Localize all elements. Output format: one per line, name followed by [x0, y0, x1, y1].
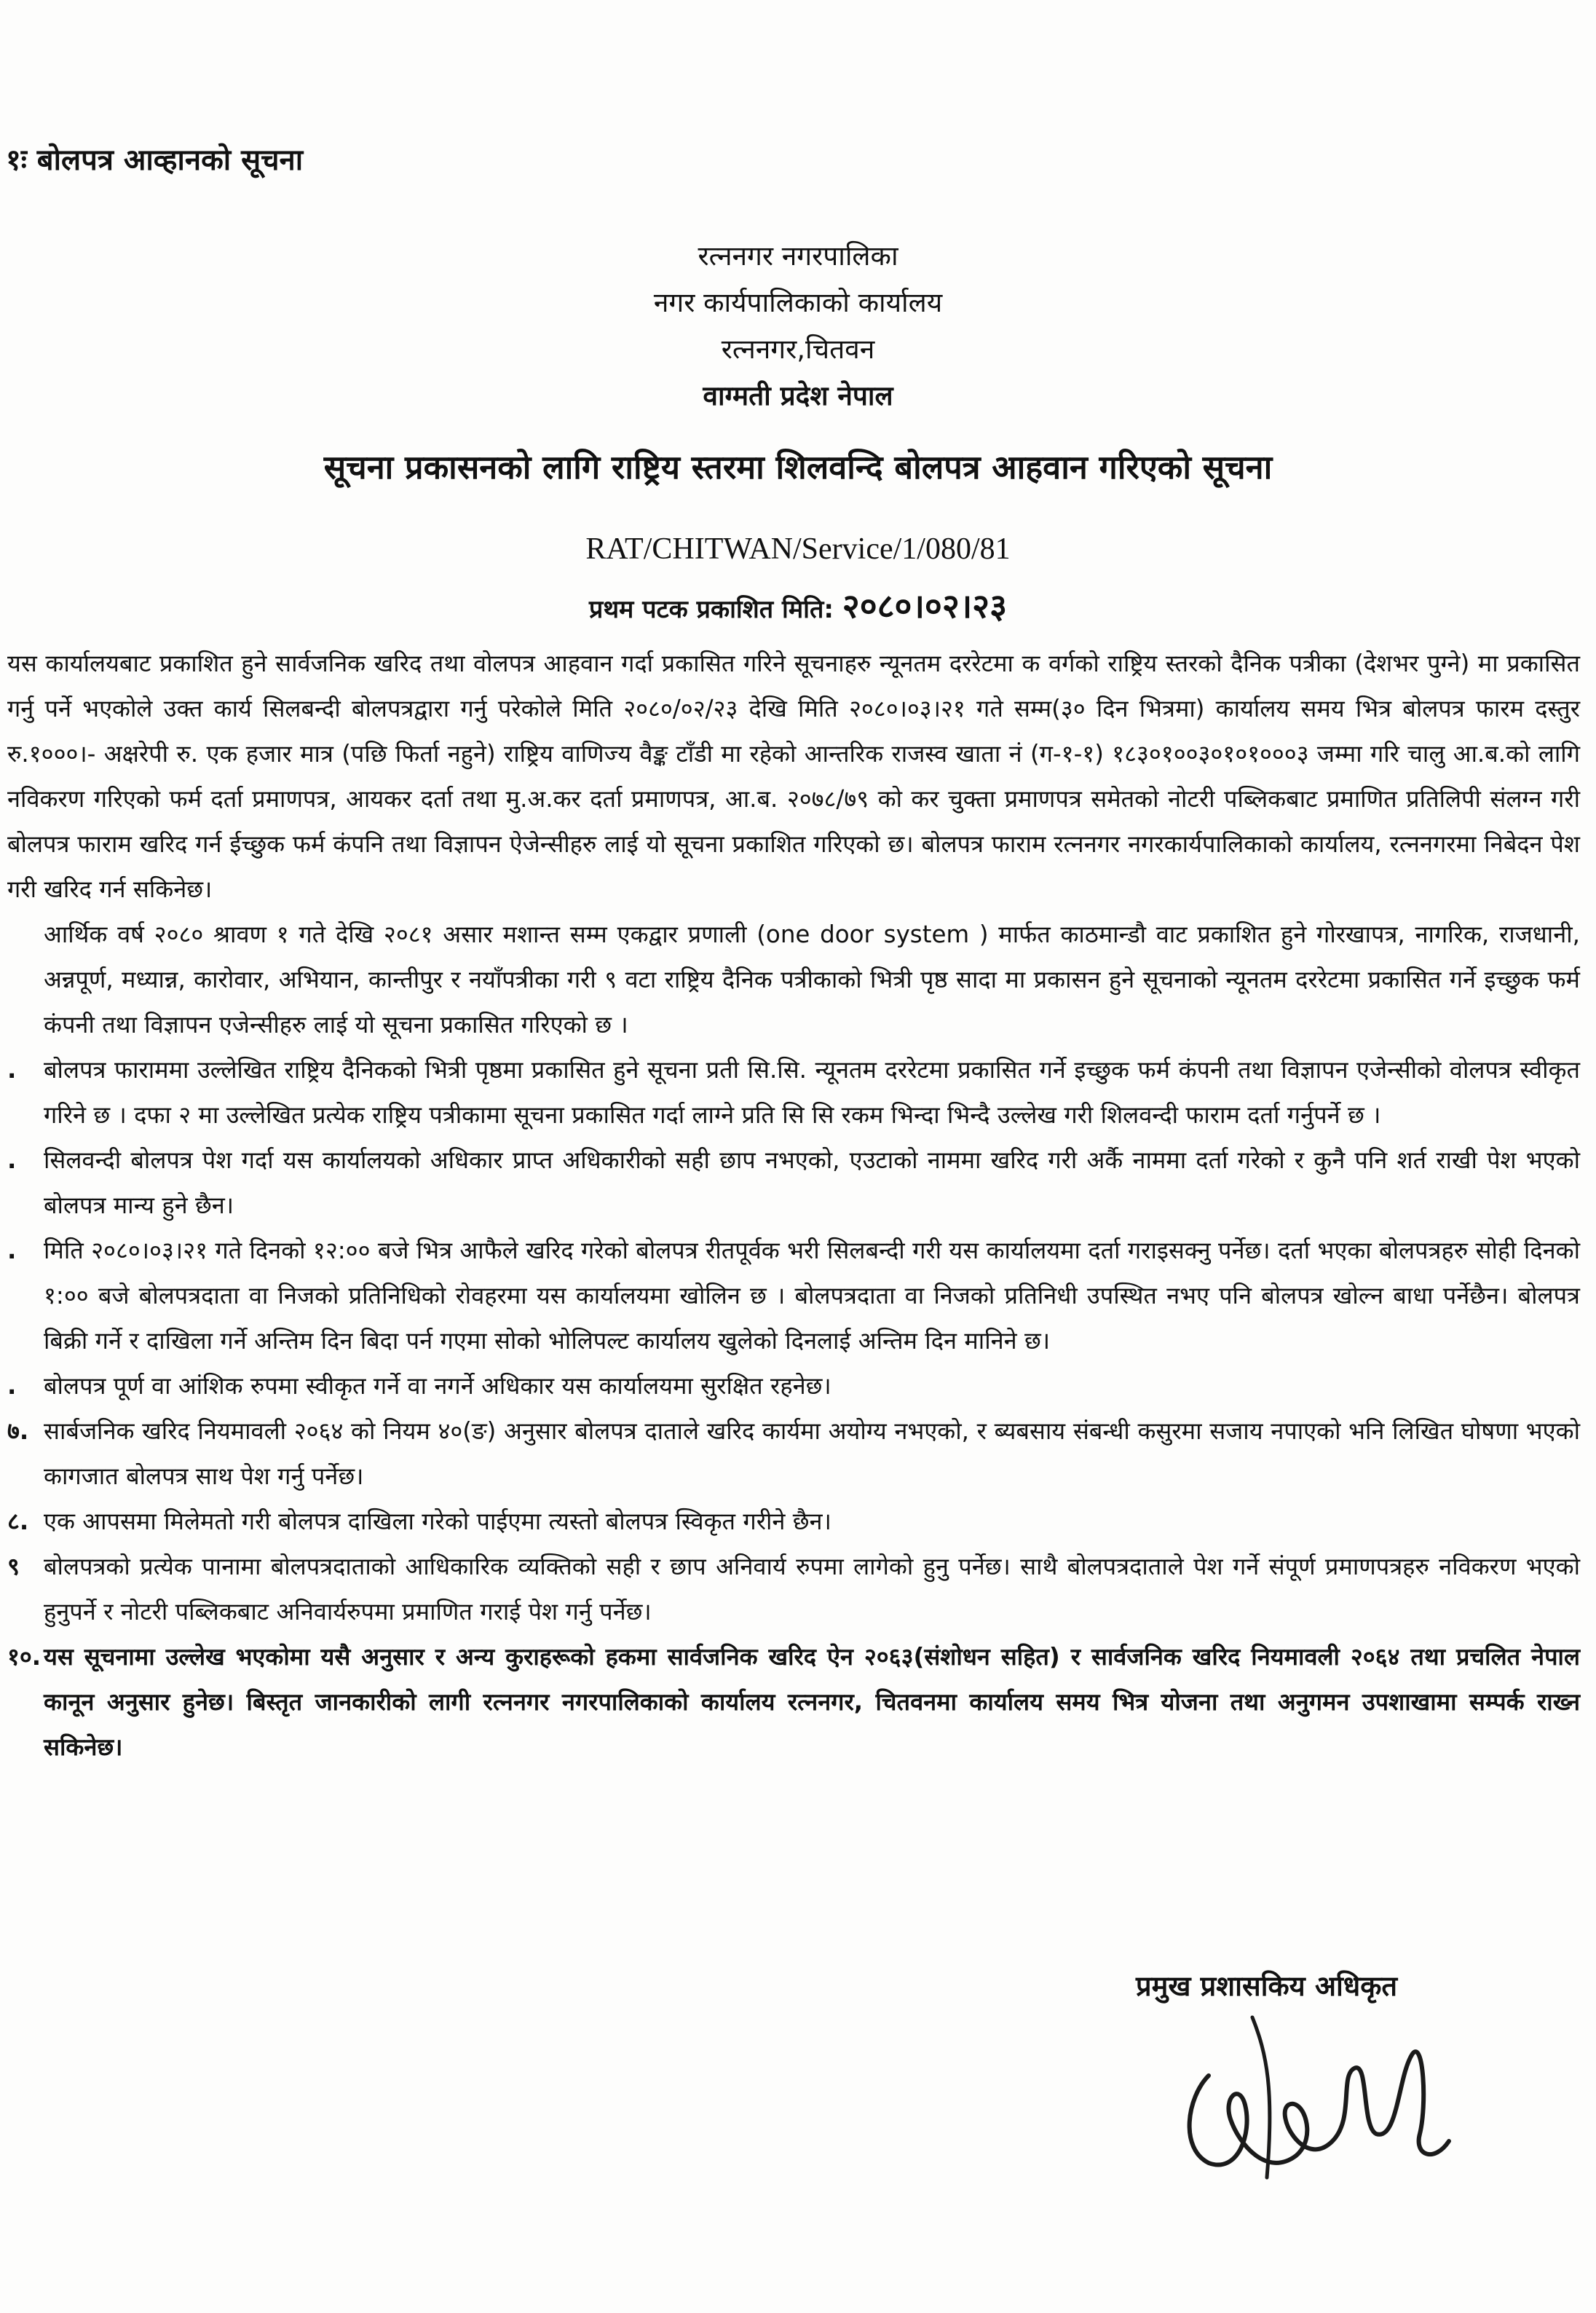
list-item-text: बोलपत्र पूर्ण वा आंशिक रुपमा स्वीकृत गर्ने वा नगर्ने अधिकार यस कार्यालयमा सुरक्षित रहनेछ।: [44, 1372, 831, 1400]
list-item: [7, 1363, 1580, 1408]
list-item-text: एक आपसमा मिलेमतो गरी बोलपत्र दाखिला गरेको पाईएमा त्यस्तो बोलपत्र स्विकृत गरीने छैन।: [44, 1508, 831, 1535]
office-name: नगर कार्यपालिकाको कार्यालय: [653, 287, 943, 318]
list-item-number: .: [7, 1056, 17, 1084]
list-item: [7, 1544, 1580, 1634]
list-item-text: सिलवन्दी बोलपत्र पेश गर्दा यस कार्यालयको अधिकार प्राप्त अधिकारीको सही छाप नभएको, एउटाको नाममा खरिद गरी अर्कै नाममा दर्ता गरेको र कुनै पनि शर्त राखी पेश भएको बोलपत्र मान्य हुने छैन।: [44, 1146, 1580, 1219]
handwritten-signature-icon: [1158, 1988, 1507, 2207]
list-item-text: बोलपत्रको प्रत्येक पानामा बोलपत्रदाताको आधिकारिक व्यक्तिको सही र छाप अनिवार्य रुपमा लागेको हुनु पर्नेछ। साथै बोलपत्रदाताले पेश गर्ने संपूर्ण प्रमाणपत्रहरु नविकरण भएको हुनुपर्ने र नोटरी पब्लिकबाट अनिवार्यरुपमा प्रमाणित गराई पेश गर्नु पर्नेछ।: [44, 1553, 1580, 1626]
list-item-number: .: [7, 1237, 17, 1264]
list-item: [7, 1634, 1580, 1770]
municipality-name: रत्ननगर नगरपालिका: [698, 240, 898, 272]
signature-block: [1136, 1966, 1544, 2229]
list-item: [7, 1228, 1580, 1363]
publication-date-value: २०८०।०२।२३: [842, 586, 1008, 626]
list-item: [7, 1499, 1580, 1544]
list-item: [7, 1408, 1580, 1499]
list-item-number: ८.: [7, 1508, 29, 1535]
form-number-label: १ः बोलपत्र आव्हानको सूचना: [6, 143, 304, 177]
list-item: [7, 1138, 1580, 1228]
list-item: [7, 1047, 1580, 1138]
list-item-text: आर्थिक वर्ष २०८० श्रावण १ गते देखि २०८१ असार मशान्त सम्म एकद्वार प्रणाली (one door system ) मार्फत काठमान्डौ वाट प्रकाशित हुने गोरखापत्र, नागरिक, राजधानी, अन्नपूर्ण, मध्यान्न, कारोवार, अभियान, कान्तीपुर र नयाँपत्रीका गरी ९ वटा राष्ट्रिय दैनिक पत्रीकाको भित्री पृष्ठ सादा मा प्रकासन हुने सूचनाको न्यूनतम दररेटमा प्रकासित गर्ने इच्छुक फर्म कंपनी तथा विज्ञापन एजेन्सीहरु लाई यो सूचना प्रकासित गरिएको छ ।: [44, 921, 1580, 1039]
list-item-text: यस सूचनामा उल्लेख भएकोमा यसै अनुसार र अन्य कुराहरूको हकमा सार्वजनिक खरिद ऐन २०६३(संशोधन सहित) र सार्वजनिक खरिद नियमावली २०६४ तथा प्रचलित नेपाल कानून अनुसार हुनेछ। बिस्तृत जानकारीको लागी रत्ननगर नगरपालिकाको कार्यालय रत्ननगर, चितवनमा कार्यालय समय भित्र योजना तथा अनुगमन उपशाखामा सम्पर्क राख्न सकिनेछ।: [44, 1643, 1580, 1761]
notice-title: सूचना प्रकासनको लागि राष्ट्रिय स्तरमा शिलवन्दि बोलपत्र आहवान गरिएको सूचना: [323, 448, 1273, 486]
publication-date-label: प्रथम पटक प्रकाशित मिति:: [588, 595, 834, 624]
list-item-number: [7, 912, 44, 1047]
intro-paragraph: यस कार्यालयबाट प्रकाशित हुने सार्वजनिक खरिद तथा वोलपत्र आहवान गर्दा प्रकासित गरिने सूचनाहरु न्यूनतम दररेटमा क वर्गको राष्ट्रिय स्तरको दैनिक पत्रीका (देशभर पुग्ने) मा प्रकासित गर्नु पर्ने भएकोले उक्त कार्य सिलबन्दी बोलपत्रद्वारा गर्नु परेकोले मिति २०८०/०२/२३ देखि मिति २०८०।०३।२१ गते सम्म(३० दिन भित्रमा) कार्यालय समय भित्र बोलपत्र फारम दस्तुर रु.१०००।- अक्षरेपी रु. एक हजार मात्र (पछि फिर्ता नहुने) राष्ट्रिय वाणिज्य वैङ्क टाँडी मा रहेको आन्तरिक राजस्व खाता नं (ग-१-१) १८३०१००३०१०१०००३ जम्मा गरि चालु आ.ब.को लागि नविकरण गरिएको फर्म दर्ता प्रमाणपत्र, आयकर दर्ता तथा मु.अ.कर दर्ता प्रमाणपत्र, आ.ब. २०७८/७९ को कर चुक्ता प्रमाणपत्र समेतको नोटरी पब्लिकबाट प्रमाणित प्रतिलिपी संलग्न गरी बोलपत्र फाराम खरिद गर्न ईच्छुक फर्म कंपनि तथा विज्ञापन ऐजेन्सीहरु लाई यो सूचना प्रकाशित गरिएको छ। बोलपत्र फाराम रत्ननगर नगरकार्यपालिकाको कार्यालय, रत्ननगरमा निबेदन पेश गरी खरिद गर्न सकिनेछ।: [7, 650, 1580, 903]
list-item-text: बोलपत्र फाराममा उल्लेखित राष्ट्रिय दैनिकको भित्री पृष्ठमा प्रकासित हुने सूचना प्रती सि.सि. न्यूनतम दररेटमा प्रकासित गर्ने इच्छुक फर्म कंपनी तथा विज्ञापन एजेन्सीको वोलपत्र स्वीकृत गरिने छ । दफा २ मा उल्लेखित प्रत्येक राष्ट्रिय पत्रीकामा सूचना प्रकासित गर्दा लाग्ने प्रति सि सि रकम भिन्दा भिन्दै उल्लेख गरी शिलवन्दी फाराम दर्ता गर्नुपर्ने छ ।: [44, 1056, 1580, 1129]
list-item-number: .: [7, 1146, 17, 1174]
list-item-number: १०.: [7, 1643, 42, 1671]
province-country: वाग्मती प्रदेश नेपाल: [703, 380, 893, 411]
list-item-number: .: [7, 1372, 17, 1400]
office-address: रत्ननगर,चितवन: [721, 334, 875, 365]
reference-number: RAT/CHITWAN/Service/1/080/81: [585, 532, 1011, 566]
signatory-title: प्रमुख प्रशासकिय अधिकृत: [1136, 1970, 1398, 2002]
list-item-number: ९: [7, 1553, 20, 1580]
list-item: [7, 912, 1580, 1047]
list-item-text: सार्बजनिक खरिद नियमावली २०६४ को नियम ४०(ङ) अनुसार बोलपत्र दाताले खरिद कार्यमा अयोग्य नभएको, र ब्यबसाय संबन्धी कसुरमा सजाय नपाएको भनि लिखित घोषणा भएको कागजात बोलपत्र साथ पेश गर्नु पर्नेछ।: [44, 1417, 1580, 1490]
list-item-text: मिति २०८०।०३।२१ गते दिनको १२:०० बजे भित्र आफैले खरिद गरेको बोलपत्र रीतपूर्वक भरी सिलबन्दी गरी यस कार्यालयमा दर्ता गराइसक्नु पर्नेछ। दर्ता भएका बोलपत्रहरु सोही दिनको १:०० बजे बोलपत्रदाता वा निजको प्रतिनिधिको रोवहरमा यस कार्यालयमा खोलिन छ । बोलपत्रदाता वा निजको प्रतिनिधी उपस्थित नभए पनि बोलपत्र खोल्न बाधा पर्नेछैन। बोलपत्र बिक्री गर्ने र दाखिला गर्ने अन्तिम दिन बिदा पर्न गएमा सोको भोलिपल्ट कार्यालय खुलेको दिनलाई अन्तिम दिन मानिने छ।: [44, 1237, 1580, 1355]
notice-body: [7, 641, 1580, 1770]
publication-date-line: [0, 583, 1596, 628]
list-item-number: ७.: [7, 1417, 29, 1445]
office-header: [0, 233, 1596, 419]
